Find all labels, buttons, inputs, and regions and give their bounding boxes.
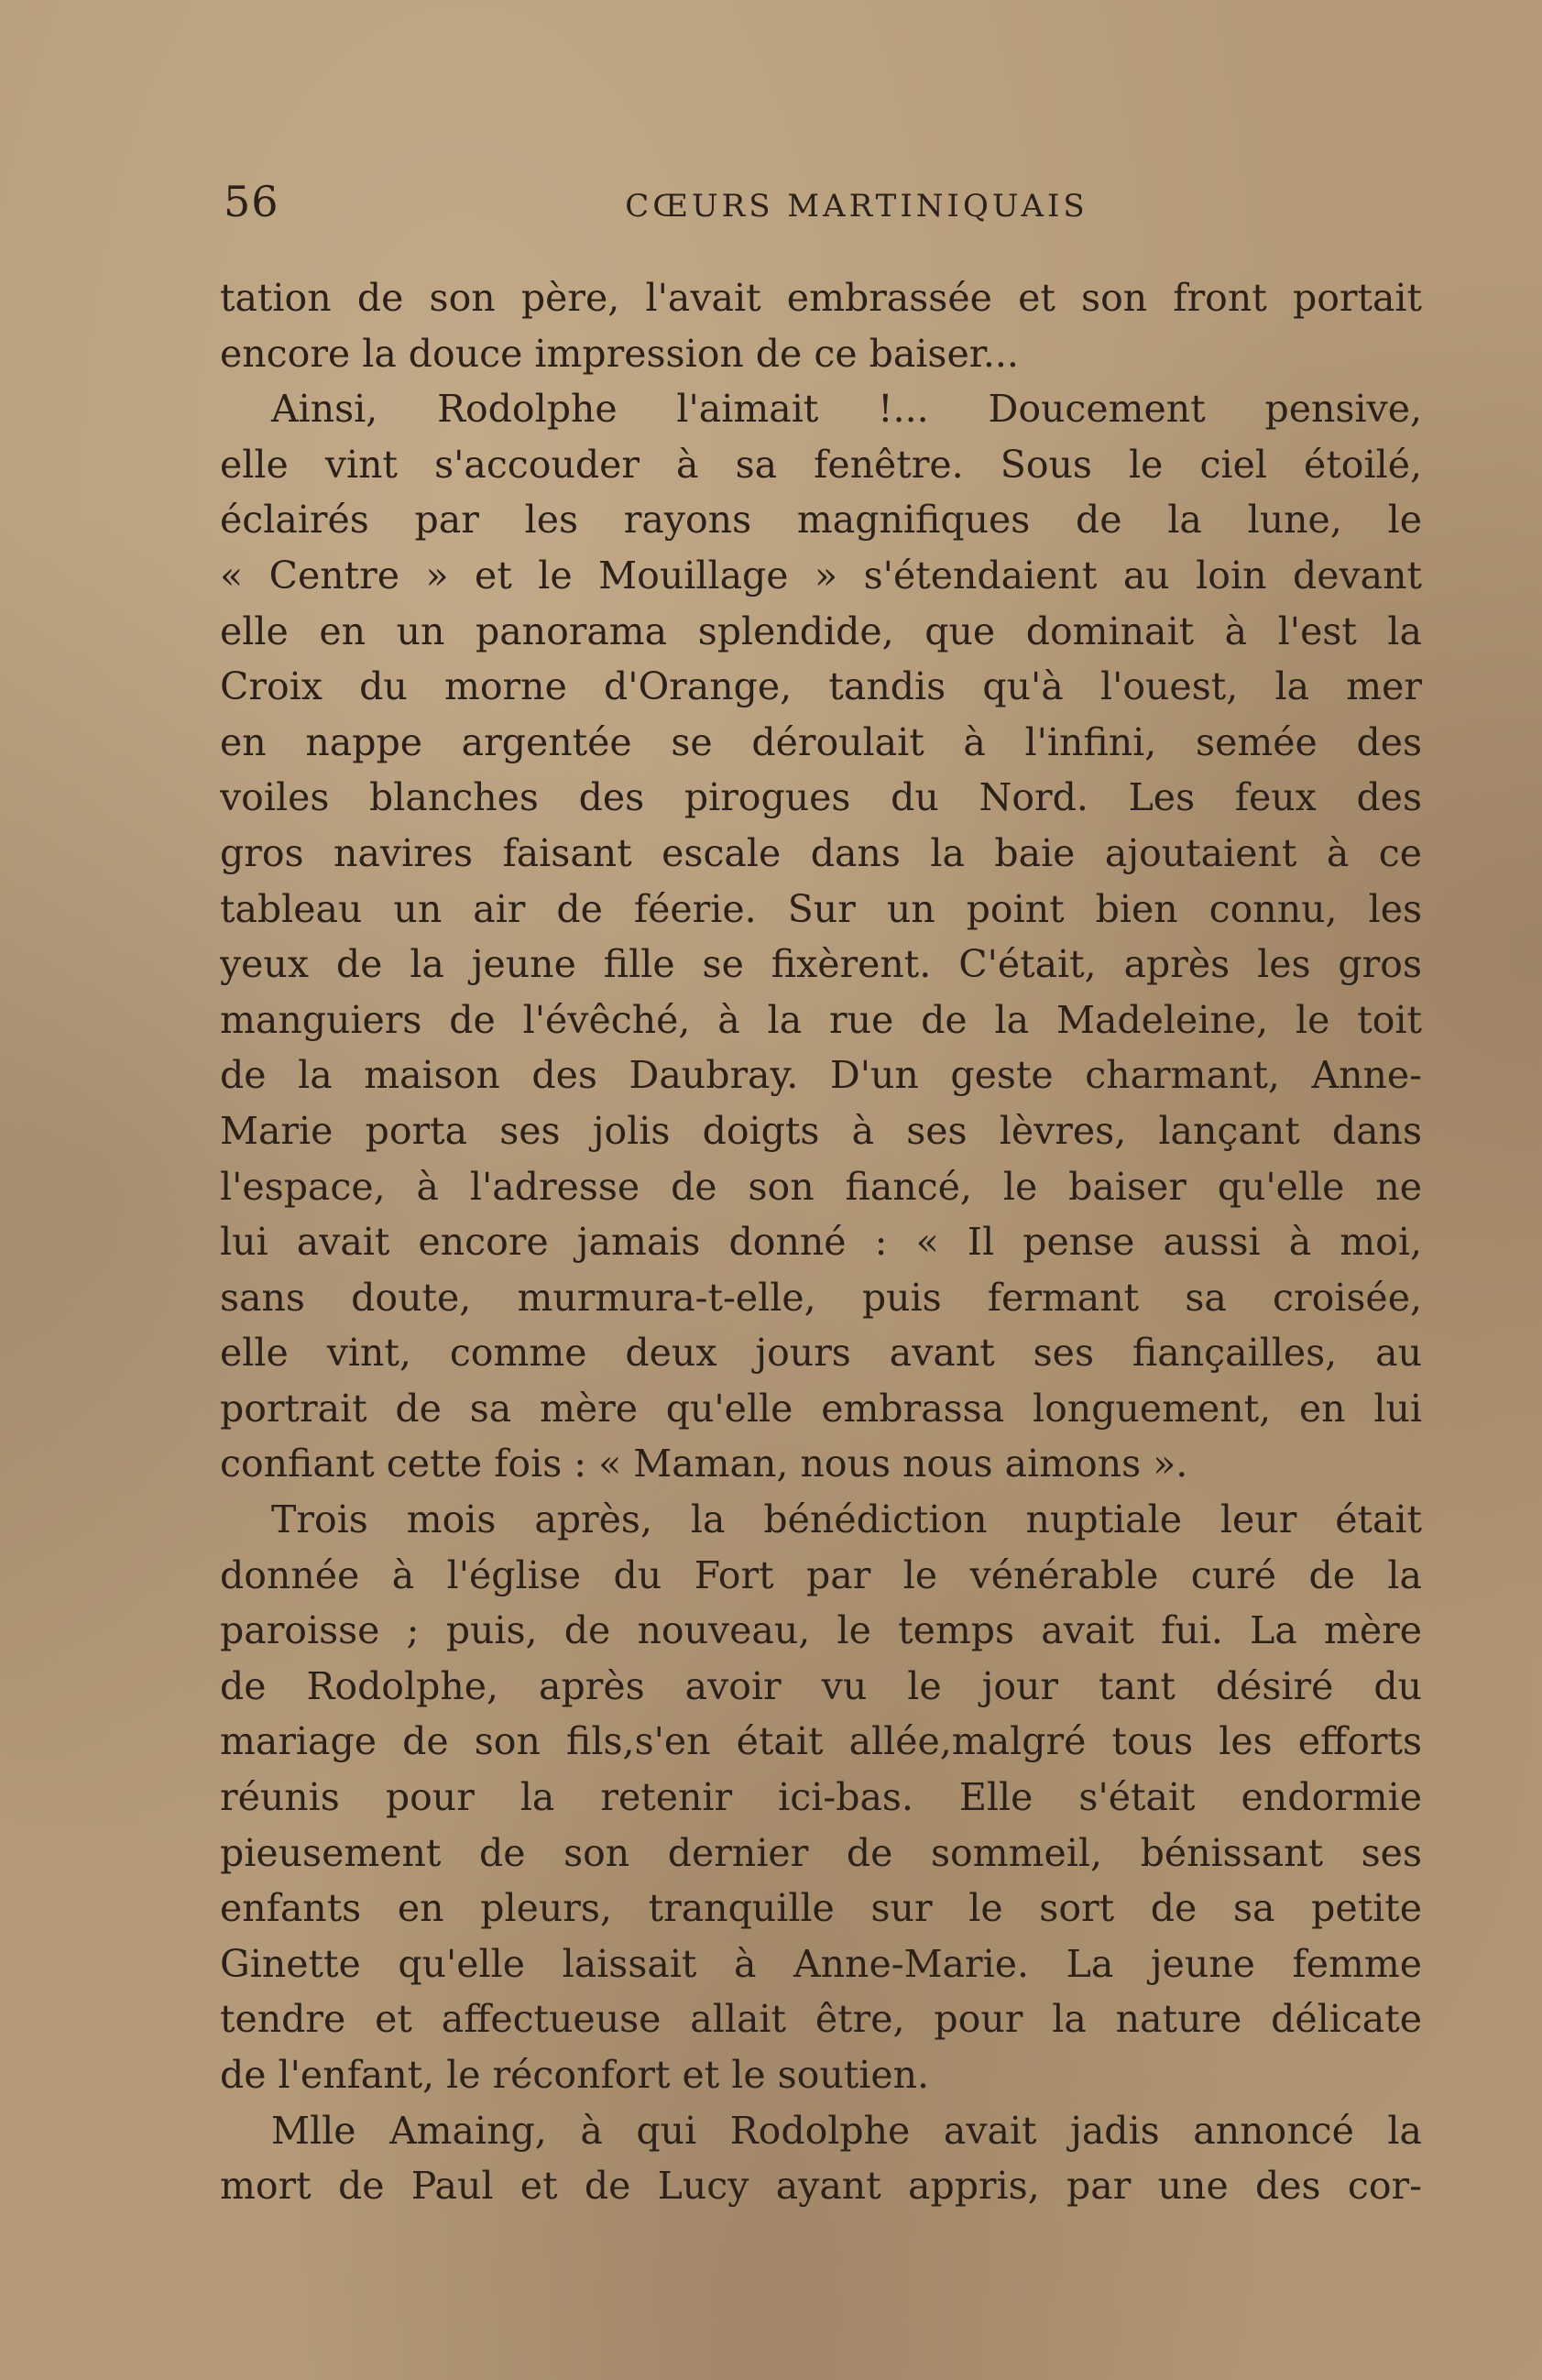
text-line: voiles blanches des pirogues du Nord. Les feux des (220, 775, 1422, 820)
text-line: tation de son père, l'avait embrassée et son front portait (220, 276, 1422, 320)
text-line: de l'enfant, le réconfort et le soutien. (220, 2053, 930, 2097)
text-line: elle vint s'accouder à sa fenêtre. Sous le ciel étoilé, (220, 442, 1422, 487)
text-line: Ainsi, Rodolphe l'aimait !... Doucement pensive, (271, 387, 1422, 432)
body-text (220, 270, 1422, 2214)
text-line: elle vint, comme deux jours avant ses fiançailles, au (220, 1331, 1422, 1376)
text-line: « Centre » et le Mouillage » s'étendaient au loin devant (220, 553, 1422, 598)
text-line: éclairés par les rayons magnifiques de la lune, le (220, 498, 1422, 543)
text-line: gros navires faisant escale dans la baie ajoutaient à ce (220, 830, 1422, 875)
text-line: de Rodolphe, après avoir vu le jour tant désiré du (220, 1663, 1422, 1708)
text-line: tendre et affectueuse allait être, pour la nature délicate (220, 1997, 1422, 2042)
text-line: en nappe argentée se déroulait à l'infini, semée des (220, 719, 1422, 764)
text-line: mort de Paul et de Lucy ayant appris, par une des cor- (220, 2164, 1422, 2209)
text-line: manguiers de l'évêché, à la rue de la Madeleine, le toit (220, 997, 1422, 1042)
text-line: l'espace, à l'adresse de son fiancé, le baiser qu'elle ne (220, 1164, 1422, 1209)
text-line: Mlle Amaing, à qui Rodolphe avait jadis annoncé la (271, 2108, 1422, 2153)
text-line: yeux de la jeune fille se fixèrent. C'était, après les gros (220, 942, 1422, 987)
text-line: mariage de son fils,s'en était allée,malgré tous les efforts (220, 1719, 1422, 1764)
running-title: CŒURS MARTINIQUAIS (625, 188, 1088, 225)
text-line: paroisse ; puis, de nouveau, le temps avait fui. La mère (220, 1608, 1422, 1653)
text-line: sans doute, murmura-t-elle, puis fermant sa croisée, (220, 1275, 1422, 1320)
text-line: elle en un panorama splendide, que dominait à l'est la (220, 609, 1422, 653)
text-line: réunis pour la retenir ici-bas. Elle s'était endormie (220, 1775, 1422, 1820)
page-number: 56 (224, 177, 279, 226)
text-line: tableau un air de féerie. Sur un point bien connu, les (220, 886, 1422, 931)
text-line: Marie porta ses jolis doigts à ses lèvres, lançant dans (220, 1108, 1422, 1153)
text-line: Trois mois après, la bénédiction nuptiale leur était (271, 1497, 1422, 1542)
text-line: Croix du morne d'Orange, tandis qu'à l'ouest, la mer (220, 664, 1422, 709)
page-header (220, 174, 1429, 238)
text-line: de la maison des Daubray. D'un geste charmant, Anne- (220, 1053, 1422, 1098)
text-line: portrait de sa mère qu'elle embrassa longuement, en lui (220, 1386, 1422, 1431)
text-line: enfants en pleurs, tranquille sur le sort de sa petite (220, 1886, 1422, 1931)
text-line: encore la douce impression de ce baiser... (220, 331, 1019, 376)
text-line: Ginette qu'elle laissait à Anne-Marie. La jeune femme (220, 1941, 1422, 1986)
text-line: pieusement de son dernier de sommeil, bénissant ses (220, 1830, 1422, 1875)
text-line: confiant cette fois : « Maman, nous nous aimons ». (220, 1442, 1188, 1486)
text-line: donnée à l'église du Fort par le vénérable curé de la (220, 1552, 1422, 1597)
text-line: lui avait encore jamais donné : « Il pense aussi à moi, (220, 1220, 1422, 1265)
